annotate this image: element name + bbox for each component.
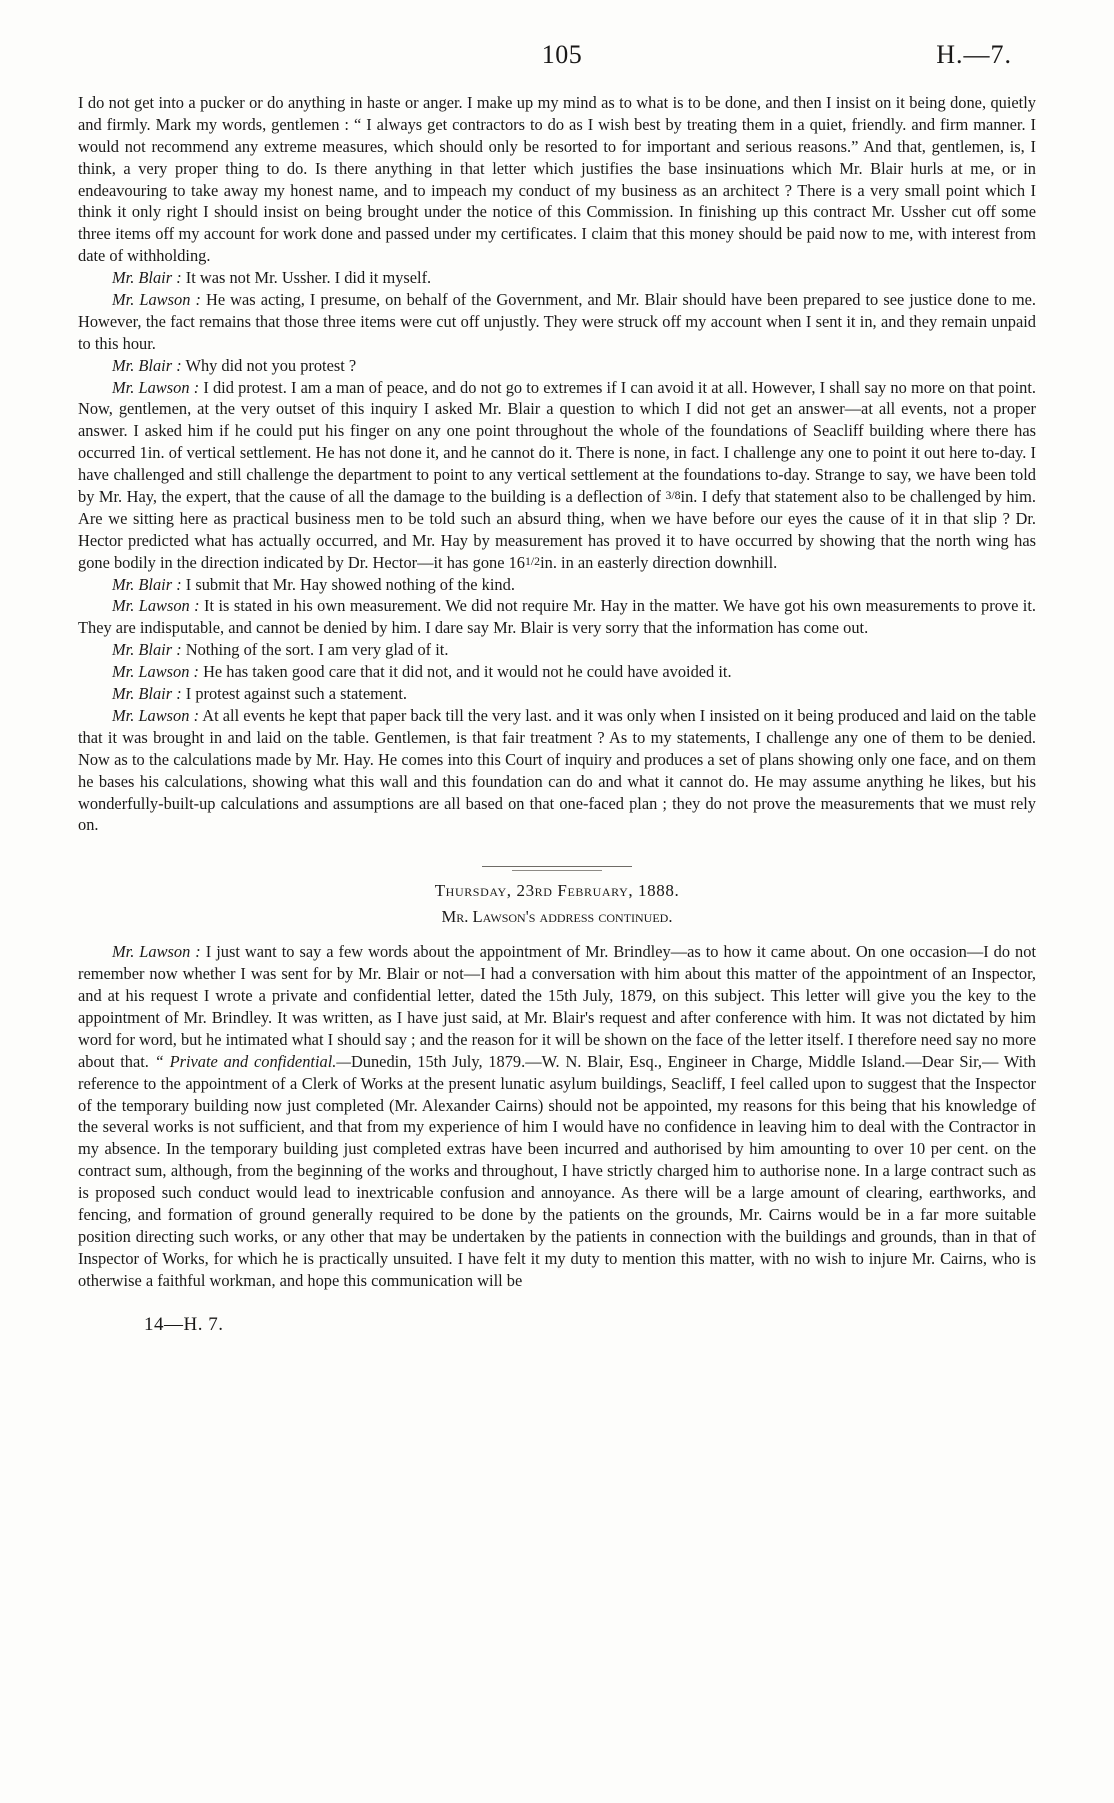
speaker-label: Mr. Lawson :	[112, 705, 200, 725]
paragraph-text: At all events he kept that paper back till the very last. and it was only when I insisted on it being produced and laid on the table that it was brought in and laid on the table. Gentlemen, is that fair treatment ? As to my statements, I challenge any one of them to be denied. Now as to the calculations made by Mr. Hay. He comes into this Court of inquiry and produces a set of plans showing only one face, and on them he bases his calculations, showing what this wall and this foundation can do and what it cannot do. He may assume anything he likes, but his wonderfully-built-up calculations and assumptions are all based on that one-faced plan ; they do not prove the measurements that we must rely on.	[78, 705, 1036, 835]
fraction-three-eighths: 3/8	[665, 488, 681, 503]
paragraph-text: He was acting, I presume, on behalf of the Government, and Mr. Blair should have been prepared to see justice done to me. However, the fact remains that those three items were cut off unjustly. They were struck off my account when I sent it in, and they remain unpaid to this hour.	[78, 290, 1037, 353]
page-header	[78, 40, 1036, 86]
letter-heading-italic: “ Private and confidential.—	[154, 1051, 351, 1071]
session-date-ordinal: 23rd	[516, 881, 553, 901]
paragraph-text: I do not get into a pucker or do anything in haste or anger. I make up my mind as to what is to be done, and then I insist on it being done, quietly and firmly. Mark my words, gentlemen : “ I always get contractors to do as I wish best by treating them in a quiet, friendly. and firm manner. I would not recommend any extreme measures, which should only be resorted to for important and serious reasons.” And that, gentlemen, is, I think, a very proper thing to do. Is there anything in that letter which justifies the base insinuations which Mr. Blair hurls at me, or in endeavouring to take away my honest name, and to impeach my conduct of my business as an architect ? There is a very small point which I think it only right I should insist on being brought under the notice of this Commission. In finishing up this contract Mr. Ussher cut off some three items off my account for work done and passed under my certificates. I claim that this money should be paid now to me, with interest from date of withholding.	[78, 93, 1036, 266]
page-number: 105	[541, 40, 583, 69]
section-divider	[78, 866, 1036, 867]
speaker-label: Mr. Lawson :	[112, 377, 200, 397]
paragraph-blair-5	[78, 683, 1036, 705]
speaker-label: Mr. Lawson :	[112, 942, 201, 962]
paragraph-text: I submit that Mr. Hay showed nothing of the kind.	[181, 574, 515, 594]
speaker-label: Mr. Lawson :	[112, 290, 201, 310]
paragraph-lawson-1	[78, 289, 1036, 355]
paragraph-blair-2	[78, 355, 1036, 377]
paragraph-blair-4	[78, 639, 1036, 661]
session-subheading-text: Mr. Lawson's address continued.	[441, 907, 673, 927]
paragraph-lawson-brindley	[78, 941, 1036, 1291]
transcript-body	[78, 92, 1036, 836]
session-heading	[78, 881, 1036, 901]
session-date-rest: February, 1888.	[552, 881, 680, 901]
divider-rule	[482, 866, 632, 867]
paragraph-text: It is stated in his own measurement. We did not require Mr. Hay in the matter. We have got his own measurements to prove it. They are indisputable, and cannot be denied by him. I dare say Mr. Blair is very sorry that the information has come out.	[78, 596, 1037, 638]
paragraph-text: He has taken good care that it did not, and it would not he could have avoided it.	[198, 662, 732, 682]
paragraph-text-a: I just want to say a few words about the appointment of Mr. Brindley—as to how it came about. On one occasion—I do not remember now whether I was sent for by Mr. Blair or not—I had a conversation with him about this matter of the appointment of an Inspector, and at his request I wrote a private and confidential letter, dated the 15th July, 1879, on this subject. This letter will give you the key to the appointment of Mr. Brindley. It was written, as I have just said, at Mr. Blair's request and after conference with him. It was not dictated by him word for word, but he intimated what I should say ; and the reason for it will be shown on the face of the letter itself. I therefore need say no more about that.	[78, 942, 1037, 1071]
session-day: Thursday,	[434, 881, 517, 901]
paragraph-opening	[78, 92, 1036, 267]
paragraph-text-c: in. in an easterly direction downhill.	[540, 552, 778, 572]
paragraph-text: I protest against such a statement.	[181, 684, 407, 704]
speaker-label: Mr. Blair :	[112, 268, 182, 288]
paragraph-lawson-3	[78, 595, 1036, 639]
speaker-label: Mr. Blair :	[112, 640, 182, 660]
speaker-label: Mr. Blair :	[112, 684, 182, 704]
paragraph-text-b: Dunedin, 15th July, 1879.—W. N. Blair, Esq., Engineer in Charge, Middle Island.—Dear Sir,— With reference to the appointment of a Clerk of Works at the present lunatic asylum buildings, Seacliff, I feel called upon to suggest that the Inspector of the temporary building now just completed (Mr. Alexander Cairns) should not be appointed, my reasons for this being that his knowledge of the several works is not sufficient, and that from my experience of him I would have no confidence in leaving him to deal with the Contractor in my absence. In the temporary building just completed extras have been incurred and authorised by him amounting to over 10 per cent. on the contract sum, although, from the beginning of the works and throughout, I have strictly charged him to authorise none. In a large contract such as is proposed such conduct would lead to inextricable confusion and annoyance. As there will be a large amount of clearing, earthworks, and fencing, and formation of ground generally required to be done by the patients on the grounds, Mr. Cairns would be in a far more suitable position directing such works, or any other that may be undertaken by the patients in connection with the buildings and grounds, than in that of Inspector of Works, for which he is practically unsuited. I have felt it my duty to mention this matter, with no wish to injure Mr. Cairns, who is otherwise a faithful workman, and hope this communication will be	[78, 1051, 1036, 1290]
speaker-label: Mr. Blair :	[112, 574, 182, 594]
paragraph-lawson-2	[78, 377, 1036, 574]
document-reference: H.—7.	[936, 40, 1012, 69]
paragraph-text: Nothing of the sort. I am very glad of it.	[181, 640, 449, 660]
page-signature: 14—H. 7.	[144, 1313, 224, 1335]
paragraph-lawson-4	[78, 661, 1036, 683]
speaker-label: Mr. Blair :	[112, 355, 182, 375]
session-subheading	[78, 907, 1036, 927]
paragraph-text-b: in. I defy that statement also to be challenged by him. Are we sitting here as practical business men to be told such an absurd thing, when we have before our eyes the cause of it in that slip ? Dr. Hector predicted what has actually occurred, and Mr. Hay by measurement has proved it to have occurred by showing that the north wing has gone bodily in the direction indicated by Dr. Hector—it has gone 16	[78, 487, 1036, 572]
paragraph-blair-1	[78, 267, 1036, 289]
paragraph-lawson-5	[78, 705, 1036, 836]
speaker-label: Mr. Lawson :	[112, 596, 200, 616]
paragraph-text-a: I did protest. I am a man of peace, and do not go to extremes if I can avoid it at all. However, I shall say no more on that point. Now, gentlemen, at the very outset of this inquiry I asked Mr. Blair a question to which I did not get an answer—at all events, not a proper answer. I asked him if he could put his finger on any one point throughout the whole of the foundations of Seacliff building where there has occurred 1in. of vertical settlement. He has not done it, and he cannot do it. There is none, in fact. I challenge any one to point it out here to-day. I have challenged and still challenge the department to point to any vertical settlement at the foundations to-day. Strange to say, we have been told by Mr. Hay, the expert, that the cause of all the damage to the building is a deflection of	[78, 377, 1036, 507]
fraction-one-half: 1/2	[525, 553, 541, 568]
paragraph-text: It was not Mr. Ussher. I did it myself.	[181, 268, 432, 288]
paragraph-text: Why did not you protest ?	[181, 355, 357, 375]
paragraph-blair-3	[78, 574, 1036, 596]
transcript-body-continued	[78, 941, 1036, 1291]
speaker-label: Mr. Lawson :	[112, 662, 199, 682]
